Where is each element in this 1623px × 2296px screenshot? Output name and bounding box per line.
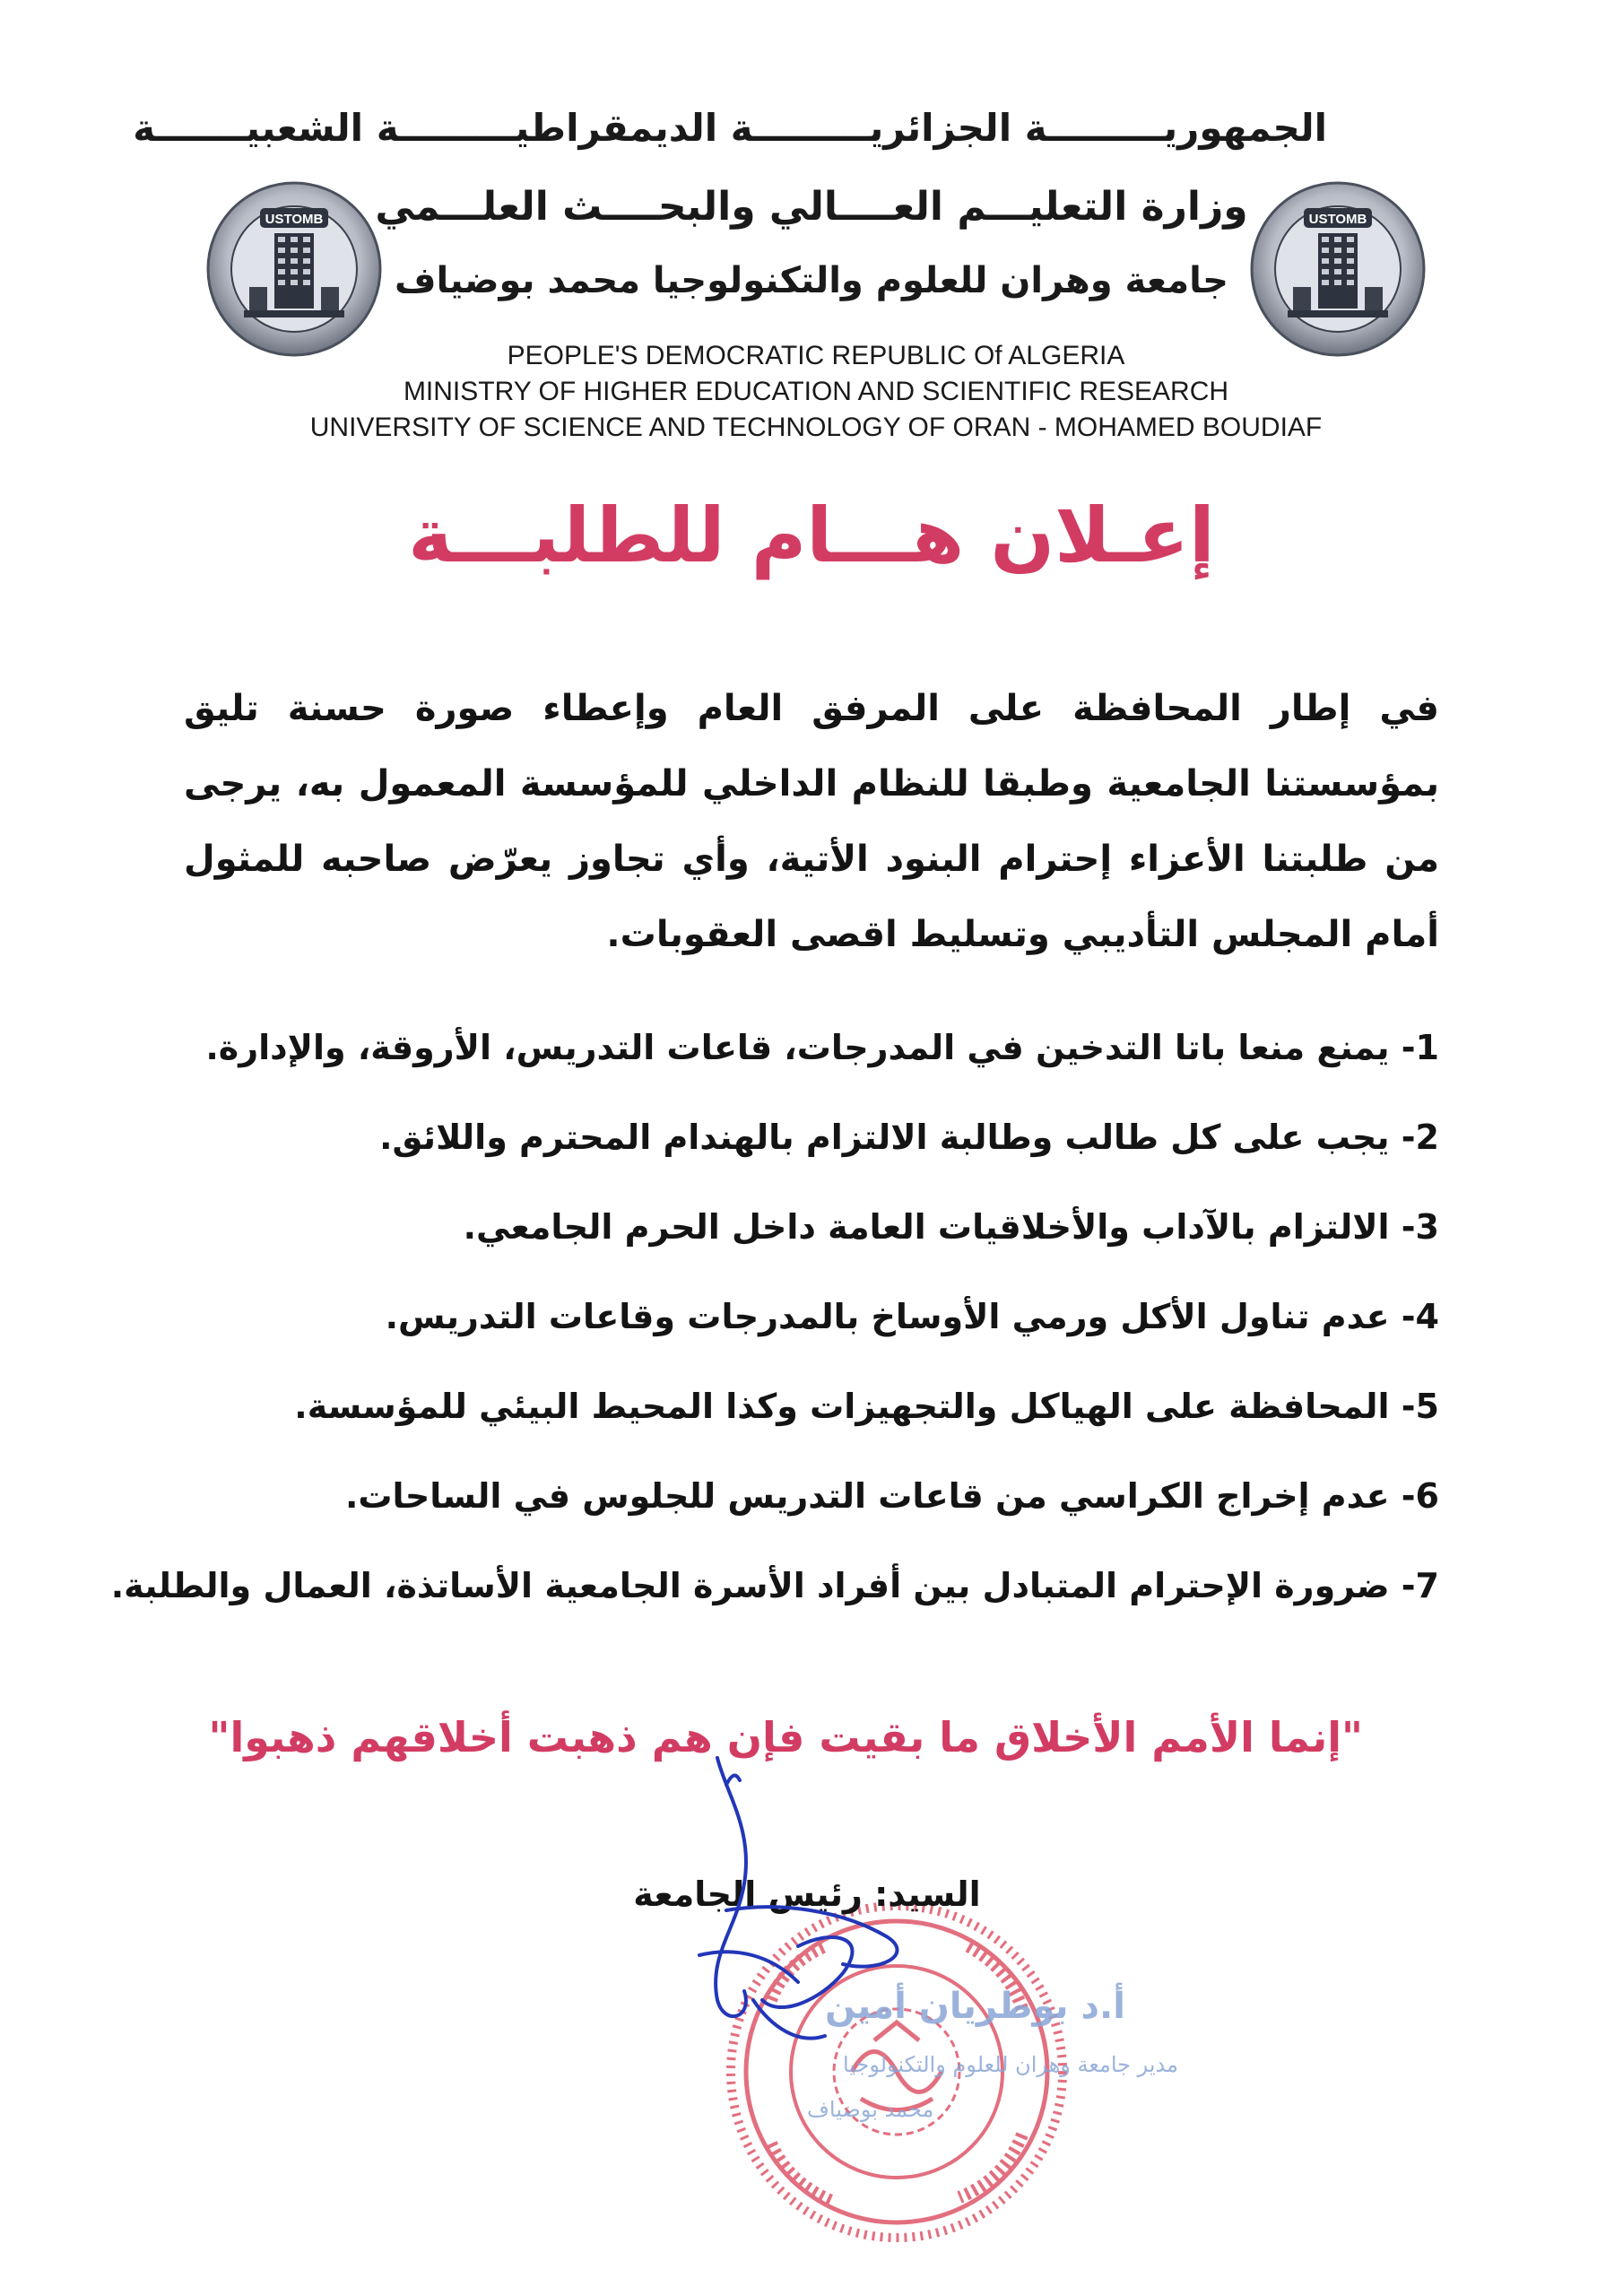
name-stamp-line-3: محمد بوضياف <box>807 2097 934 2122</box>
director-name-stamp <box>484 1964 1178 2161</box>
rule-item: 4- عدم تناول الأكل ورمي الأوساخ بالمدرجات وقاعات التدريس. <box>385 1297 1439 1336</box>
header-republic-en: PEOPLE'S DEMOCRATIC REPUBLIC Of ALGERIA <box>507 341 1125 370</box>
name-stamp-line-1: أ.د بوطريان أمين <box>825 1986 1125 2027</box>
rule-item: 1- يمنع منعا باتا التدخين في المدرجات، قاعات التدريس، الأروقة، والإدارة. <box>205 1028 1439 1067</box>
rule-item: 2- يجب على كل طالب وطالبة الالتزام بالهندام المحترم واللائق. <box>379 1118 1439 1157</box>
announcement-title: إعـلان هـــام للطلبـــة <box>408 491 1215 579</box>
header-ministry-en: MINISTRY OF HIGHER EDUCATION AND SCIENTIFIC RESEARCH <box>403 377 1229 406</box>
rules-list <box>110 1012 1439 1639</box>
rule-item: 3- الالتزام بالآداب والأخلاقيات العامة داخل الحرم الجامعي. <box>463 1207 1439 1247</box>
header-university-ar: جامعة وهران للعلوم والتكنولوجيا محمد بوضياف <box>395 260 1228 301</box>
header-republic-ar: الجمهوريـــــــــة الجزائريـــــــــة الديمقراطيـــــــــة الشعبيـــــــة <box>133 106 1327 150</box>
logo-text: USTOMB <box>1308 212 1367 227</box>
intro-paragraph: في إطار المحافظة على المرفق العام وإعطاء صورة حسنة تليق بمؤسستنا الجامعية وطبقا للنظام الداخلي للمؤسسة المعمول به، يرجى من طلبتنا الأعزاء إحترام البنود الأتية، وأي تجاوز يعرّض صاحبه للمثول أمام المجلس التأديبي وتسليط اقصى العقوبات. <box>184 688 1439 955</box>
signer-title: السيد: رئيس الجامعة <box>633 1874 981 1914</box>
closing-quote: "إنما الأمم الأخلاق ما بقيت فإن هم ذهبت أخلاقهم ذهبوا" <box>208 1713 1363 1761</box>
name-stamp-line-2: مدير جامعة وهران للعلوم والتكنولوجيا <box>843 2052 1178 2077</box>
rule-item: 7- ضرورة الإحترام المتبادل بين أفراد الأسرة الجامعية الأساتذة، العمال والطلبة. <box>110 1566 1439 1605</box>
header-ministry-ar: وزارة التعليـــم العــــالي والبحــــث العلـــمي <box>375 184 1248 230</box>
rule-item: 6- عدم إخراج الكراسي من قاعات التدريس للجلوس في الساحات. <box>344 1476 1439 1516</box>
rule-item: 5- المحافظة على الهياكل والتجهيزات وكذا المحيط البيئي للمؤسسة. <box>294 1387 1439 1426</box>
logo-text: USTOMB <box>265 212 324 227</box>
header-university-en: UNIVERSITY OF SCIENCE AND TECHNOLOGY OF ORAN - MOHAMED BOUDIAF <box>309 413 1323 442</box>
